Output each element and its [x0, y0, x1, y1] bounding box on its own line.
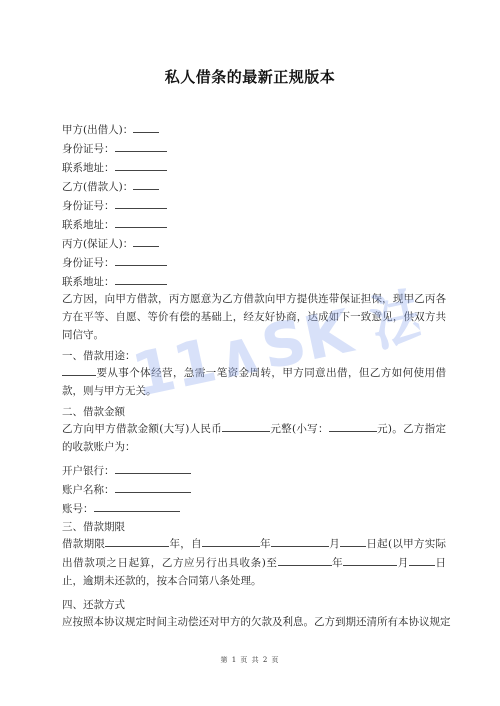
guarantor-id-line [62, 255, 167, 270]
borrower-address-blank [115, 217, 167, 228]
lender-address-line [62, 160, 167, 175]
section-2-heading: 二、借款金额 [62, 406, 125, 418]
term-text-d: 月 [328, 538, 341, 550]
section-1-paragraph [62, 364, 446, 400]
account-name-label: 账户名称： [62, 484, 115, 496]
section-4-text: 应按照本协议规定时间主动偿还对甲方的欠款及利息。乙方到期还清所有本协议规定 [62, 616, 451, 628]
lender-blank [133, 122, 159, 133]
term-text-g: 月 [397, 556, 409, 569]
term-text-e: 日起(以甲方实际出借款项之日起算，乙方应另行出具收条)至 [62, 538, 447, 569]
svg-text:11∧SK 法律: 11∧SK 法律 [126, 267, 429, 412]
start-year-blank [202, 536, 260, 547]
guarantor-label: 丙方(保证人)： [62, 238, 134, 250]
lender-label: 甲方(出借人)： [62, 124, 134, 136]
section-3-heading: 三、借款期限 [62, 521, 125, 533]
account-number-label: 账号： [62, 503, 94, 515]
amount-text-c: 元)。乙方指定的收款账户为： [62, 423, 446, 453]
guarantor-line [62, 236, 159, 251]
borrower-line [62, 179, 159, 194]
borrower-blank [133, 179, 159, 190]
end-day-blank [409, 555, 435, 566]
borrower-id-blank [115, 198, 167, 209]
account-number-line [62, 501, 180, 516]
term-years-blank [105, 536, 169, 547]
term-text-a: 借款期限 [62, 538, 106, 550]
page-number: 第 1 页 共 2 页 [220, 656, 280, 664]
account-name-blank [115, 482, 191, 493]
guarantor-address-line [62, 274, 167, 289]
end-month-blank [343, 555, 397, 566]
section-1-heading: 一、借款用途： [62, 350, 136, 362]
term-text-c: 年 [259, 538, 271, 550]
end-year-blank [278, 555, 332, 566]
borrower-id-label: 身份证号： [62, 200, 115, 212]
guarantor-address-label: 联系地址： [62, 276, 115, 288]
guarantor-address-blank [115, 274, 167, 285]
guarantor-blank [133, 236, 159, 247]
section-4-heading: 四、还款方式 [62, 599, 125, 611]
lender-id-blank [115, 141, 167, 152]
borrower-id-line [62, 198, 167, 213]
borrower-address-label: 联系地址： [62, 219, 115, 231]
amount-text-b: 元整(小写： [270, 423, 329, 435]
lender-address-label: 联系地址： [62, 162, 115, 174]
bank-line [62, 463, 191, 478]
term-text-f: 年 [331, 556, 344, 569]
term-text-h: 日止，逾期未还款的，按本合同第八条处理。 [62, 556, 447, 587]
intro-paragraph: 乙方因，向甲方借款，丙方愿意为乙方借款向甲方提供连带保证担保，现甲乙丙各方在平等、自愿、等价有偿的基础上，经友好协商，达成如下一致意见，供双方共同信守。 [62, 293, 446, 341]
lender-id-line [62, 141, 167, 156]
lender-id-label: 身份证号： [62, 143, 115, 155]
bank-label: 开户银行： [62, 465, 115, 477]
purpose-blank [62, 365, 96, 376]
section-2-paragraph [62, 420, 446, 456]
amount-uppercase-blank [222, 421, 270, 432]
lender-address-blank [115, 160, 167, 171]
term-text-b: 年，自 [169, 538, 202, 550]
guarantor-id-label: 身份证号： [62, 257, 115, 269]
amount-text-a: 乙方向甲方借款金额(大写)人民币 [62, 423, 223, 435]
borrower-label: 乙方(借款人)： [62, 181, 134, 193]
section-3-paragraph [62, 535, 446, 591]
section-1-text: 要从事个体经营，急需一笔资金周转，甲方同意出借，但乙方如何使用借款，则与甲方无关。 [62, 367, 446, 397]
account-number-blank [94, 501, 180, 512]
document-title: 私人借条的最新正规版本 [164, 68, 336, 86]
lender-line [62, 122, 159, 137]
guarantor-id-blank [115, 255, 167, 266]
account-name-line [62, 482, 191, 497]
borrower-address-line [62, 217, 167, 232]
amount-lowercase-blank [329, 421, 377, 432]
start-day-blank [340, 536, 366, 547]
bank-blank [115, 463, 191, 474]
start-month-blank [271, 536, 329, 547]
